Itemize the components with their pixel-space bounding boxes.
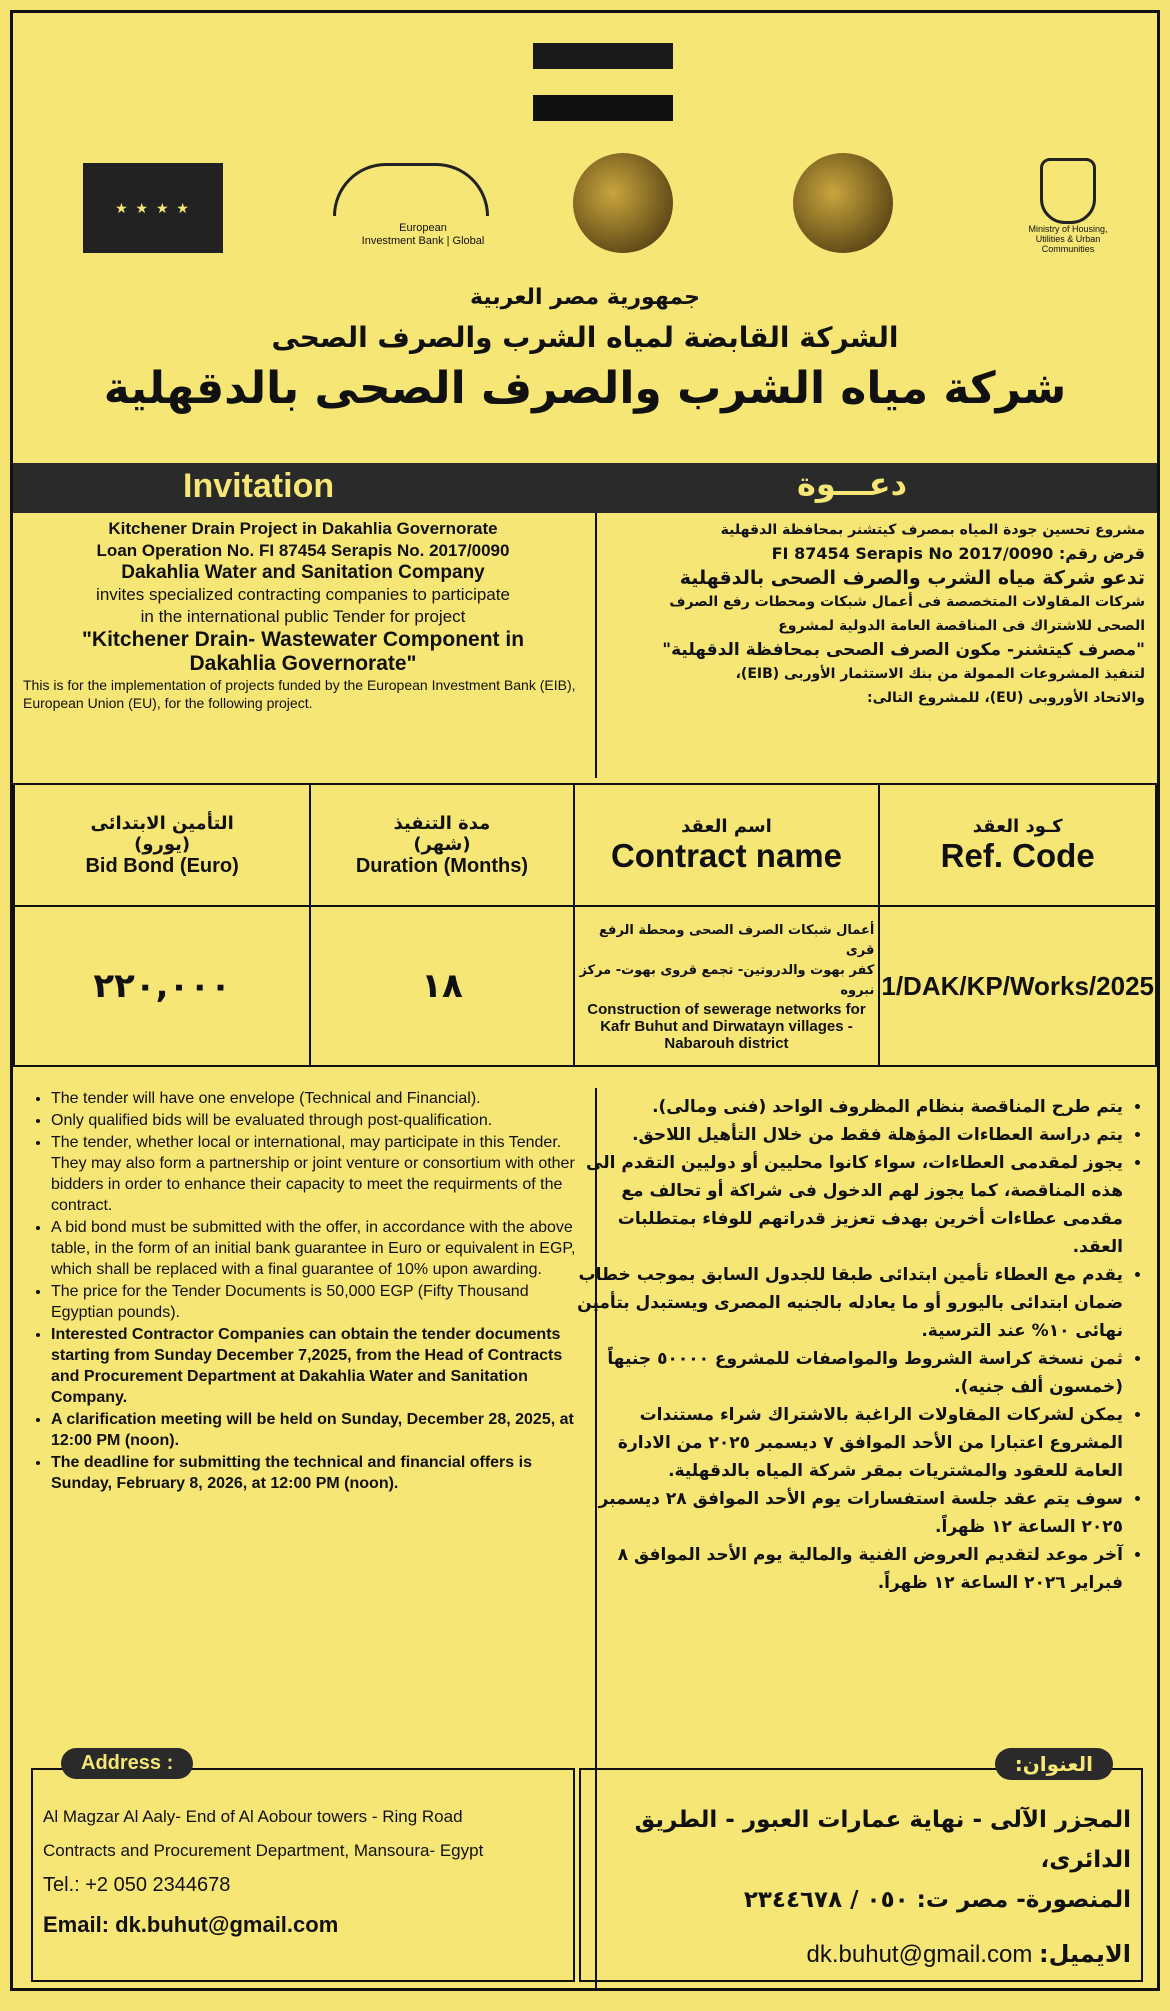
egypt-flag-icon <box>533 43 673 121</box>
condition-ar: • يتم طرح المناقصة بنظام المظروف الواحد (فنى ومالى). <box>573 1093 1123 1121</box>
condition-en: • The tender will have one envelope (Technical and Financial). <box>51 1088 591 1109</box>
project-title-ar: "مصرف كيتشنر- مكون الصرف الصحى بمحافظة الدقهلية" <box>662 640 1145 660</box>
conditions-ar <box>573 1093 1143 1597</box>
company-invites-ar: تدعو شركة مياه الشرب والصرف الصحى بالدقهلية <box>679 567 1145 589</box>
intro-ar-line-5: الصحى للاشتراك فى المناقصة العامة الدولية لمشروع <box>778 618 1145 634</box>
bid-bond-value: ٢٢٠,٠٠٠ <box>14 906 310 1066</box>
contract-name-cell <box>574 906 880 1066</box>
address-line-2-ar: المنصورة- مصر ت: ٠٥٠ / ٢٣٤٤٦٧٨ <box>743 1887 1131 1913</box>
project-name-ar: مشروع تحسين جودة المياه بمصرف كيتشنر بمحافظة الدقهلية <box>720 522 1145 538</box>
eu-flag-icon: ★ ★ ★ ★ <box>83 163 223 253</box>
address-box-ar <box>579 1752 1143 1982</box>
condition-en: • The deadline for submitting the technical and financial offers is Sunday, February 8, 2026, at 12:00 PM (noon). <box>51 1452 591 1494</box>
header-duration-en: Duration (Months) <box>355 854 529 877</box>
header-contract-name <box>574 784 880 906</box>
ref-code-value: 1/DAK/KP/Works/2025 <box>879 906 1156 1066</box>
header-bid-bond-ar-unit: (يورو) <box>134 833 191 855</box>
condition-ar: • يمكن لشركات المقاولات الراغبة بالاشتراك شراء مستندات المشروع اعتبارا من الأحد الموافق ٧ ديسمبر ٢٠٢٥ من الادارة العامة للعقود والمشتريات بمقر شركة المياه بالدقهلية. <box>573 1401 1123 1485</box>
holding-company-logo-icon <box>573 153 673 253</box>
logo-strip <box>53 153 1117 273</box>
header-line-2: الشركة القابضة لمياه الشرب والصرف الصحى <box>271 321 899 354</box>
intro-ar <box>585 518 1145 710</box>
header-bid-bond <box>14 784 310 906</box>
header-duration-ar-unit: (شهر) <box>413 833 471 855</box>
invitation-band <box>13 463 1157 513</box>
condition-ar: • آخر موعد لتقديم العروض الفنية والمالية يوم الأحد الموافق ٨ فبراير ٢٠٢٦ الساعة ١٢ ظهراً. <box>573 1541 1123 1597</box>
loan-number-ar: قرض رقم: FI 87454 Serapis No 2017/0090 <box>771 544 1145 563</box>
address-label-ar: العنوان: <box>995 1748 1113 1780</box>
project-name-en: Kitchener Drain Project in Dakahlia Governorate <box>108 519 498 538</box>
address-box-en <box>31 1752 575 1982</box>
header-ref-code <box>879 784 1156 906</box>
funding-note-en: This is for the implementation of projects funded by the European Investment Bank (EIB), European Union (EU), for the following project. <box>23 677 576 711</box>
eagle-emblem-icon <box>1040 158 1096 224</box>
address-line-1-en: Al Magzar Al Aaly- End of Al Aobour towers - Ring Road <box>43 1807 463 1826</box>
table-header-row <box>14 784 1156 906</box>
address-line-1-ar: المجزر الآلى - نهاية عمارات العبور - الطريق الدائرى، <box>634 1807 1131 1873</box>
contract-name-ar-2: كفر بهوت والدروتين- تجمع قروى بهوت- مركز نبروه <box>579 962 875 998</box>
email-en[interactable]: Email: dk.buhut@gmail.com <box>43 1912 339 1937</box>
invites-text: invites specialized contracting companies to participate <box>96 585 510 604</box>
condition-ar: • يتم دراسة العطاءات المؤهلة فقط من خلال التأهيل اللاحق. <box>573 1121 1123 1149</box>
header-duration-ar: مدة التنفيذ <box>393 812 491 834</box>
email-ar[interactable]: dk.buhut@gmail.com <box>806 1941 1033 1968</box>
header-bid-bond-ar: التأمين الابتدائى <box>90 812 234 834</box>
contract-name-en: Construction of sewerage networks for Kafr Buhut and Dirwatayn villages - Nabarouh district <box>587 1000 866 1052</box>
phone-en: Tel.: +2 050 2344678 <box>43 1874 231 1896</box>
condition-ar: • سوف يتم عقد جلسة استفسارات يوم الأحد الموافق ٢٨ ديسمبر ٢٠٢٥ الساعة ١٢ ظهراً. <box>573 1485 1123 1541</box>
intro-ar-line-7: لتنفيذ المشروعات الممولة من بنك الاستثمار الأوربى (EIB)، <box>735 666 1145 682</box>
company-name-en: Dakahlia Water and Sanitation Company <box>121 562 485 583</box>
condition-en: • Only qualified bids will be evaluated through post-qualification. <box>51 1110 591 1131</box>
header-contract-name-en: Contract name <box>610 836 842 874</box>
intro-ar-line-8: والاتحاد الأوروبى (EU)، للمشروع التالى: <box>867 690 1145 706</box>
condition-en: • A clarification meeting will be held on Sunday, December 28, 2025, at 12:00 PM (noon). <box>51 1409 591 1451</box>
condition-en: • A bid bond must be submitted with the offer, in accordance with the above table, in the form of an initial bank guarantee in Euro or equivalent in EGP, which shall be replaced with a final guarantee of 10% upon awarding. <box>51 1217 591 1280</box>
table-row <box>14 906 1156 1066</box>
invitation-title-en: Invitation <box>183 467 335 505</box>
header-line-3: شركة مياه الشرب والصرف الصحى بالدقهلية <box>103 363 1067 414</box>
intro-ar-line-4: شركات المقاولات المتخصصة فى أعمال شبكات ومحطات رفع الصرف <box>669 594 1145 610</box>
header-ref-code-ar: كـود العقد <box>972 815 1063 837</box>
header-duration <box>310 784 573 906</box>
project-title-line-1: "Kitchener Drain- Wastewater Component in <box>81 628 525 651</box>
loan-number-en: Loan Operation No. FI 87454 Serapis No. 2017/0090 <box>96 541 510 560</box>
condition-en: • The price for the Tender Documents is 50,000 EGP (Fifty Thousand Egyptian pounds). <box>51 1281 591 1323</box>
condition-ar: • ثمن نسخة كراسة الشروط والمواصفات للمشروع ٥٠٠٠٠ جنيهاً (خمسون ألف جنيه). <box>573 1345 1123 1401</box>
email-label-ar: الايميل: <box>1038 1940 1131 1968</box>
tender-text: in the international public Tender for project <box>140 607 466 626</box>
duration-value: ١٨ <box>310 906 573 1066</box>
eib-logo-text: European Investment Bank | Global <box>361 222 485 247</box>
header-contract-name-ar: اسم العقد <box>681 815 772 837</box>
header-line-1: جمهورية مصر العربية <box>470 285 700 310</box>
condition-ar: • يقدم مع العطاء تأمين ابتدائى طبقا للجدول السابق بموجب خطاب ضمان ابتدائى باليورو أو ما يعادله بالجنيه المصرى ويستبدل بتأمين نهائى ١٠% عند الترسية. <box>573 1261 1123 1345</box>
contract-table <box>13 783 1157 1067</box>
conditions-en <box>31 1088 591 1495</box>
tender-advertisement <box>10 10 1160 1991</box>
header-bid-bond-en: Bid Bond (Euro) <box>85 854 239 877</box>
eib-logo <box>323 163 523 263</box>
condition-ar: • يجوز لمقدمى العطاءات، سواء كانوا محليين أو دوليين التقدم الى هذه المناقصة، كما يجوز لهم الدخول فى شراكة أو تحالف مع مقدمى عطاءات أخرين بهدف تعزيز قدراتهم للوفاء بمتطلبات العقد. <box>573 1149 1123 1261</box>
dakahlia-company-logo-icon <box>793 153 893 253</box>
address-line-2-en: Contracts and Procurement Department, Mansoura- Egypt <box>43 1841 484 1860</box>
address-label-en: Address : <box>61 1748 193 1779</box>
condition-en: • Interested Contractor Companies can obtain the tender documents starting from Sunday December 7,2025, from the Head of Contracts and Procurement Department at Dakahlia Water and Sanitation Company. <box>51 1324 591 1408</box>
ministry-logo <box>1013 158 1123 254</box>
header-ref-code-en: Ref. Code <box>940 836 1095 874</box>
project-title-line-2: Dakahlia Governorate" <box>189 652 417 675</box>
condition-en: • The tender, whether local or international, may participate in this Tender. They may also form a partnership or joint venture or consortium with other bidders in order to enhance their capacity to meet the requirments of the contract. <box>51 1132 591 1216</box>
contract-name-ar-1: أعمال شبكات الصرف الصحى ومحطة الرفع قرى <box>599 922 875 958</box>
intro-en <box>23 518 583 712</box>
invitation-title-ar: دعـــوة <box>796 465 907 503</box>
ministry-logo-text: Ministry of Housing, Utilities & Urban Communities <box>1028 224 1108 254</box>
